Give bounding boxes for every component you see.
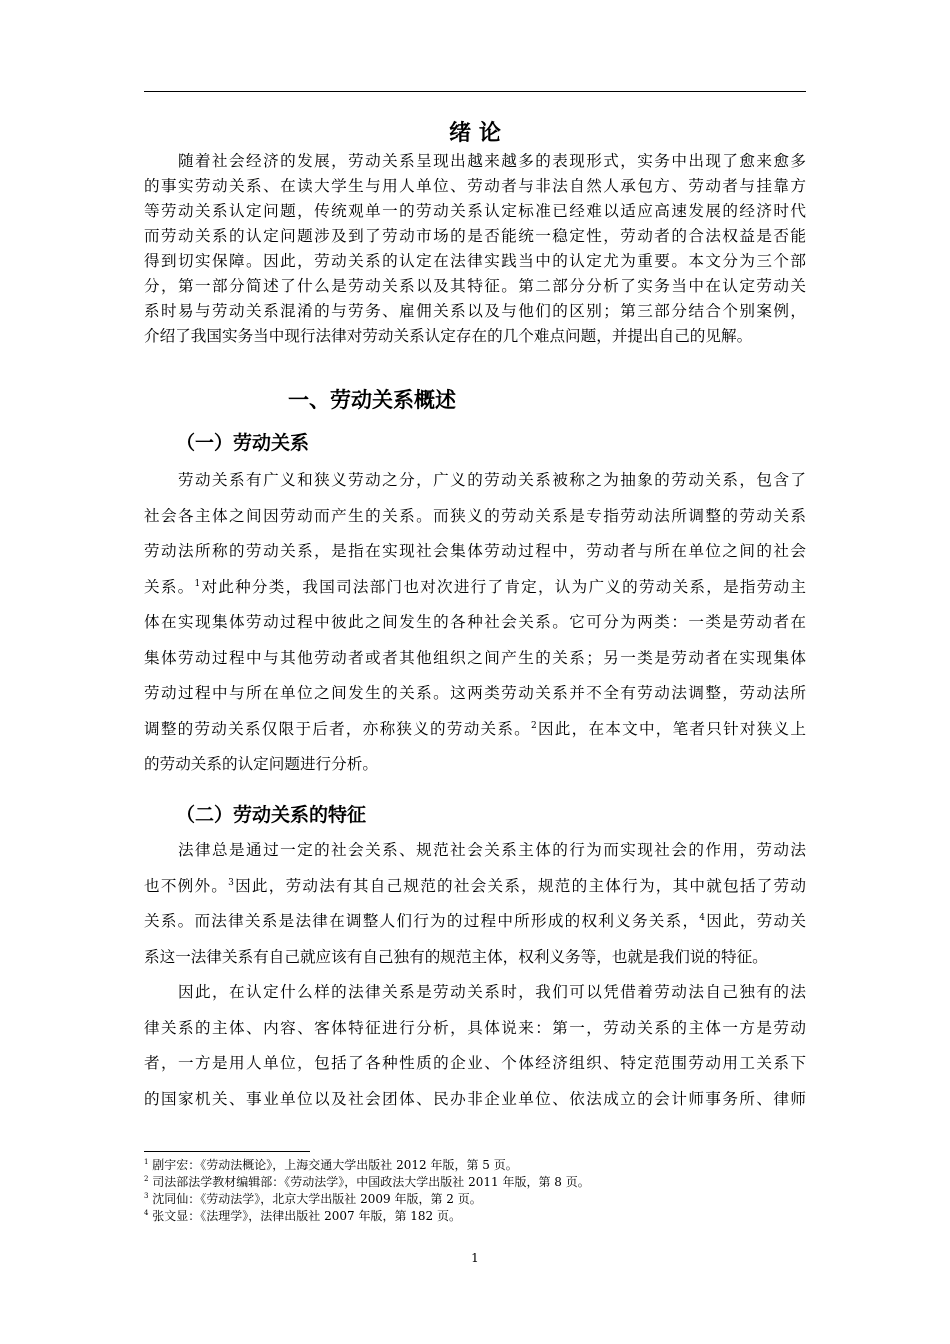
text-line: [144, 712, 806, 748]
text-line: 的劳动关系的认定问题进行分析。: [144, 755, 378, 773]
subsection-heading: （二）劳动关系的特征: [176, 804, 367, 826]
text-line: 体在实现集体劳动过程中彼此之间发生的各种社会关系。它可分为两类：一类是劳动者在: [144, 613, 806, 631]
text-line: 分，第一部分简述了什么是劳动关系以及其特征。第二部分分析了实务当中在认定劳动关: [144, 277, 806, 295]
text-run: 因此，在本文中，笔者只针对狭义上: [536, 719, 806, 738]
footnotes: [144, 1157, 590, 1225]
text-line: 法律总是通过一定的社会关系、规范社会关系主体的行为而实现社会的作用，劳动法: [144, 841, 806, 859]
header-rule: [144, 91, 806, 92]
page-title: 绪 论: [449, 120, 501, 146]
text-run: 因此，劳动关: [705, 912, 806, 930]
footnote-ref[interactable]: 1: [194, 578, 201, 589]
text-run: 也不例外。: [144, 876, 229, 895]
text-line: 随着社会经济的发展，劳动关系呈现出越来越多的表现形式，实务中出现了愈来愈多: [144, 152, 806, 170]
text-line: [144, 869, 806, 905]
text-line: 介绍了我国实务当中现行法律对劳动关系认定存在的几个难点问题，并提出自己的见解。: [144, 327, 753, 345]
text-line: 等劳动关系认定问题，传统观单一的劳动关系认定标准已经难以适应高速发展的经济时代: [144, 202, 806, 220]
text-line: 律关系的主体、内容、客体特征进行分析，具体说来：第一，劳动关系的主体一方是劳动: [144, 1018, 806, 1037]
page-number: 1: [471, 1251, 479, 1265]
footnote: [144, 1191, 590, 1208]
text-line: 的事实劳动关系、在读大学生与用人单位、劳动者与非法自然人承包方、劳动者与挂靠方: [144, 177, 806, 195]
intro-paragraph: [144, 149, 806, 349]
text-line: 系时易与劳动关系混淆的与劳务、雇佣关系以及与他们的区别；第三部分结合个别案例，: [144, 302, 806, 320]
text-line: 系这一法律关系有自己就应该有自己独有的规范主体，权利义务等，也就是我们说的特征。: [144, 947, 768, 966]
text-run: 关系。: [144, 577, 195, 596]
text-line: 社会各主体之间因劳动而产生的关系。而狭义的劳动关系是专指劳动法所调整的劳动关系: [144, 506, 806, 525]
text-line: 劳动关系有广义和狭义劳动之分，广义的劳动关系被称之为抽象的劳动关系，包含了: [144, 471, 806, 489]
text-line: [144, 904, 806, 940]
footnote-ref[interactable]: 4: [699, 913, 706, 923]
footnote: [144, 1157, 590, 1174]
text-line: 得到切实保障。因此，劳动关系的认定在法律实践当中的认定尤为重要。本文分为三个部: [144, 252, 806, 270]
footnote-separator: [144, 1151, 310, 1152]
footnote-text: 司法部法学教材编辑部：《劳动法学》，中国政法大学出版社 2011 年版，第 8 页。: [148, 1175, 590, 1189]
text-line: 的国家机关、事业单位以及社会团体、民办非企业单位、依法成立的会计师事务所、律师: [144, 1089, 806, 1108]
text-line: 者，一方是用人单位，包括了各种性质的企业、个体经济组织、特定范围劳动用工关系下: [144, 1054, 806, 1072]
text-line: [144, 570, 806, 606]
subsection-heading: （一）劳动关系: [176, 432, 310, 454]
text-run: 关系。而法律关系是法律在调整人们行为的过程中所形成的权利义务关系，: [144, 912, 700, 930]
footnote-ref[interactable]: 3: [228, 877, 234, 888]
footnote: [144, 1174, 590, 1191]
footnote-number: 1: [144, 1158, 149, 1166]
text-line: 因此，在认定什么样的法律关系是劳动关系时，我们可以凭借着劳动法自己独有的法: [144, 983, 806, 1001]
text-line: 而劳动关系的认定问题涉及到了劳动市场的是否能统一稳定性，劳动者的合法权益是否能: [144, 227, 806, 245]
subsection-1-paragraph: [144, 463, 806, 783]
text-run: 对此种分类，我国司法部门也对次进行了肯定，认为广义的劳动关系，是指劳动主: [200, 577, 806, 596]
footnote-text: 沈同仙：《劳动法学》，北京大学出版社 2009 年版，第 2 页。: [148, 1192, 482, 1206]
footnote-number: 2: [144, 1175, 149, 1183]
text-run: 调整的劳动关系仅限于后者，亦称狭义的劳动关系。: [144, 719, 532, 738]
footnote-number: 4: [144, 1209, 149, 1217]
subsection-2-paragraph: [144, 833, 806, 1117]
footnote-text: 剧宇宏：《劳动法概论》，上海交通大学出版社 2012 年版，第 5 页。: [148, 1158, 518, 1172]
footnote-ref[interactable]: 2: [531, 720, 537, 731]
footnote: [144, 1208, 590, 1225]
text-line: 劳动法所称的劳动关系，是指在实现社会集体劳动过程中，劳动者与所在单位之间的社会: [144, 542, 806, 560]
text-line: 集体劳动过程中与其他劳动者或者其他组织之间产生的关系；另一类是劳动者在实现集体: [144, 648, 806, 667]
section-heading: 一、劳动关系概述: [288, 388, 456, 412]
text-line: 劳动过程中与所在单位之间发生的关系。这两类劳动关系并不全有劳动法调整，劳动法所: [144, 684, 806, 702]
footnote-text: 张文显：《法理学》，法律出版社 2007 年版，第 182 页。: [148, 1209, 461, 1223]
footnote-number: 3: [144, 1192, 149, 1200]
text-run: 因此，劳动法有其自己规范的社会关系，规范的主体行为，其中就包括了劳动: [233, 876, 806, 895]
